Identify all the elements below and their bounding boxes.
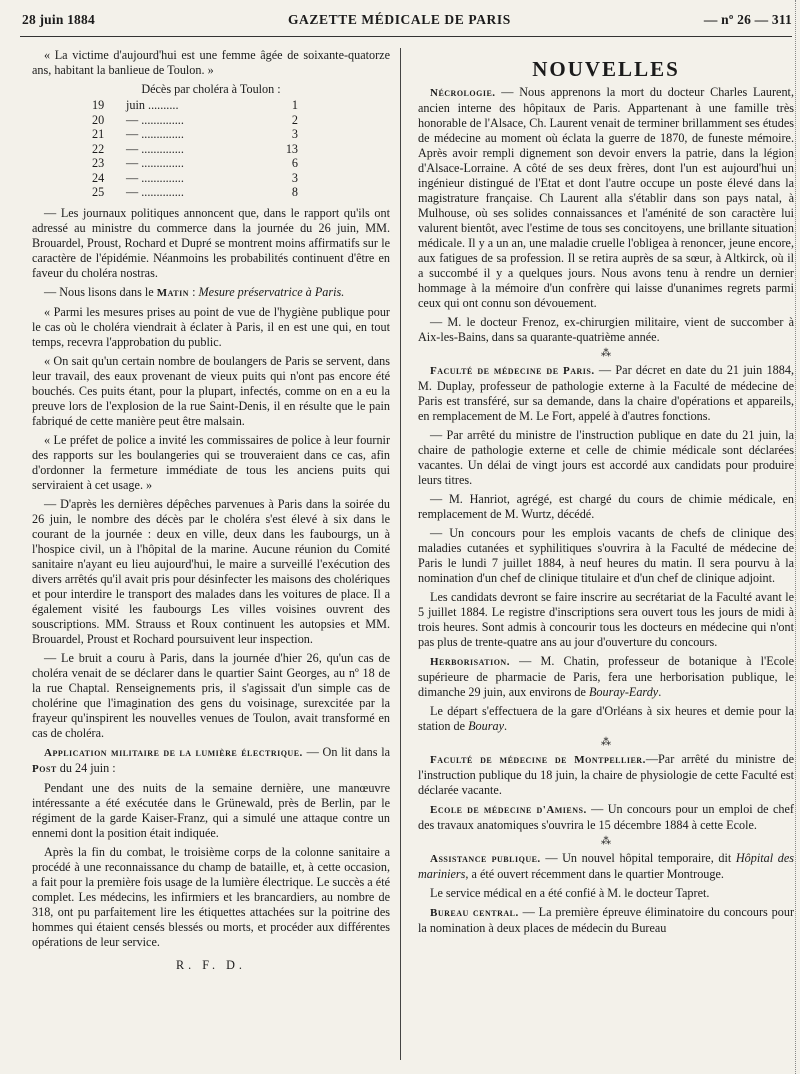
- deaths-month: [126, 142, 258, 157]
- deaths-table: [92, 98, 298, 200]
- section-heading: NOUVELLES: [532, 57, 680, 81]
- header-rule: [20, 36, 792, 37]
- paragraph: Ecole de médecine d'Amiens. — Un concours pour un emploi de chef des travaux anatomiques s'ouvrira le 15 décembre 1884 à cette Ecole.: [418, 802, 794, 832]
- paragraph: Les candidats devront se faire inscrire au secrétariat de la Faculté avant le 5 juillet 1884. Le registre d'inscriptions sera ouvert tous les jours de midi à trois heures. Sont admis à concourir tous les docteurs en médecine qui n'ont pas plus de trente-quatre ans au jour d'ouverture du concours.: [418, 590, 794, 649]
- deaths-day: 21: [92, 127, 105, 141]
- deaths-month-label: —: [126, 112, 139, 127]
- paragraph: « La victime d'aujourd'hui est une femme âgée de soixante-quatorze ans, habitant la banlieue de Toulon. »: [32, 48, 390, 77]
- deaths-month: [126, 98, 258, 113]
- paragraph: « Parmi les mesures prises au point de vue de l'hygiène publique pour le cas où le choléra viendrait à éclater à Paris, il en est une qui, en tout temps, recevra l'approbation du public.: [32, 304, 390, 349]
- deaths-month-label: —: [126, 170, 139, 185]
- deaths-row: [92, 171, 298, 186]
- header-issue-page: — nº 26 — 311: [703, 12, 792, 27]
- paragraph: Le départ s'effectuera de la gare d'Orléans à six heures et demie pour la station de Bouray.: [418, 704, 794, 733]
- leader-dots: ..........: [148, 98, 179, 112]
- deaths-month-label: —: [126, 127, 139, 141]
- journal-title: GAZETTE MÉDICALE DE PARIS: [287, 12, 511, 27]
- deaths-month-label: —: [126, 141, 139, 156]
- paragraph: Assistance publique. — Un nouvel hôpital temporaire, dit Hôpital des mariniers, a été ouvert récemment dans le quartier Montrouge.: [418, 851, 794, 881]
- asterism-icon: ⁂: [601, 348, 611, 359]
- asterism-icon: ⁂: [601, 836, 611, 847]
- paragraph: Nécrologie. — Nous apprenons la mort du docteur Charles Laurent, ancien interne des hôpitaux de Paris. Appartenant à une famille très honorable de l'Alsace, Ch. Laurent venait de terminer brillamment ses études de médecine au moment où éclata la guerre de 1870, de funeste mémoire. Après avoir rempli dignement son devoir envers la patrie, dans la légion d'Alsace-Lorraine. A côté de ses deux frères, dont l'un est aujourd'hui un ingénieur distingué de l'Etat et dont l'autre occupe un poste élevé dans la magistrature française. Ch Laurent alla s'établir dans son pays natal, à Mulhouse, où ses solides connaissances et l'aménité de son caractère lui valurent bientôt, avec l'estime de tous ses concitoyens, une brillante situation médicale. Il y a un an, une maladie cruelle l'obligea à renoncer, jeune encore, aux fatigues de sa profession. Il se retira auprès de sa sœur, à Altkirck, où il a succombé il y a quelques jours. Nous avons tenu à rendre un dernier hommage à la mémoire d'un confrère qui laisse d'unanimes regrets parmi ceux qui ont connu son dévouement.: [418, 85, 794, 310]
- asterism-icon: ⁂: [601, 737, 611, 748]
- deaths-month-label: —: [126, 185, 139, 199]
- deaths-row: [92, 98, 298, 113]
- deaths-month-label: —: [126, 156, 139, 170]
- leader-dots: ..............: [141, 112, 184, 127]
- column-divider: [400, 48, 401, 1060]
- deaths-month: [126, 127, 258, 142]
- leader-dots: ..............: [141, 185, 184, 199]
- leader-dots: ..............: [141, 141, 184, 156]
- paragraph: Le service médical en a été confié à M. le docteur Tapret.: [430, 886, 710, 900]
- deaths-day: 25: [92, 185, 105, 199]
- deaths-day: 23: [92, 156, 105, 170]
- deaths-count: 1: [291, 98, 298, 112]
- deaths-day: 24: [92, 170, 105, 185]
- paragraph: Pendant une des nuits de la semaine dernière, une manœuvre intéressante a été exécutée dans le Grünewald, près de Berlin, par le régiment de la garde Kaiser-Franz, qui a simulé une attaque contre un ennemi dont la position était indiquée.: [32, 780, 390, 840]
- deaths-count: 6: [291, 156, 298, 170]
- signature: R. F. D.: [176, 957, 246, 972]
- deaths-count: 3: [291, 127, 298, 141]
- deaths-row: [92, 185, 298, 200]
- leader-dots: ..............: [141, 127, 184, 141]
- page-edge: [795, 0, 800, 1074]
- deaths-count: 13: [285, 141, 298, 156]
- deaths-month: [126, 156, 258, 171]
- paragraph: Après la fin du combat, le troisième corps de la colonne sanitaire a procédé à une reconnaissance du champ de bataille, et, à cette occasion, a fait pour la première fois usage de la lumière électrique. Le succès a été complet. Les médecins, les infirmiers et les brancardiers, au nombre de 318, ont pu parfaitement lire les étiquettes attachées sur la poitrine des hommes qui étaient censés blessés ou morts, et procéder aux différentes opérations de leur service.: [32, 844, 390, 949]
- leader-dots: ..............: [141, 170, 184, 185]
- deaths-count: 3: [291, 170, 298, 185]
- deaths-count: 8: [291, 185, 298, 199]
- paragraph: « Le préfet de police a invité les commissaires de police à leur fournir des rapports sur les boulangeries qui se trouveraient dans ce cas, afin d'ordonner la fermeture immédiate de tous les anciens puits qui serviraient à cet usage. »: [32, 432, 390, 492]
- paragraph: Application militaire de la lumière électrique. — On lit dans la Post du 24 juin :: [32, 744, 390, 775]
- left-column: [32, 48, 390, 1064]
- deaths-day: 20: [92, 112, 105, 127]
- paragraph: Herborisation. — M. Chatin, professeur de botanique à l'Ecole supérieure de pharmacie de Paris, fera une herborisation publique, le dimanche 29 juin, aux environs de Bouray-Eardy.: [418, 654, 794, 699]
- paragraph: Faculté de médecine de Montpellier.—Par arrêté du ministre de l'instruction publique du 18 juin, la chaire de physiologie de cette Faculté est déclarée vacante.: [418, 752, 794, 797]
- deaths-day: 22: [92, 141, 105, 156]
- paragraph: Faculté de médecine de Paris. — Par décret en date du 21 juin 1884, M. Duplay, professeur de pathologie externe à la Faculté de médecine de Paris est transféré, sur sa demande, dans la chaire d'opérations et appareils, en remplacement de M. Le Fort, appelé à d'autres fonctions.: [418, 363, 794, 423]
- paragraph: — D'après les dernières dépêches parvenues à Paris dans la soirée du 26 juin, le nombre des décès par le choléra s'est élevé à six dans le courant de la journée : deux en ville, deux dans les faubourgs, un à l'hospice civil, un à l'hôpital de la marine. Aucune réunion du Comité sanitaire n'ayant eu lieu aujourd'hui, le maire a surveillé l'exécution des divers arrêtés qu'il avait pris pour désinfecter les maisons des cholériques et pour interdire le transport des malades dans les voitures de place. Il a également visité les faubourgs Les villes voisines ouvrent des souscriptions. MM. Strauss et Roux continuent les autopsies et MM. Brouardel, Proust et Rochard poursuivent leur inspection.: [32, 496, 390, 646]
- deaths-month-label: juin: [126, 98, 145, 112]
- deaths-row: [92, 113, 298, 128]
- deaths-month: [126, 171, 258, 186]
- paragraph: — Nous lisons dans le Matin : Mesure préservatrice à Paris.: [44, 284, 345, 299]
- deaths-row: [92, 142, 298, 157]
- deaths-row: [92, 156, 298, 171]
- paragraph: « On sait qu'un certain nombre de boulangers de Paris se servent, dans leur travail, des eaux provenant de vieux puits qui n'ont pas encore été bouchés. Ces puits étant, pour la plupart, infectés, comme on en a eu la preuve lors de l'explosion de la rue Saint-Denis, il en résulte que le pain fabriqué de cette manière peut être malsain.: [32, 353, 390, 428]
- paragraph: — M. Hanriot, agrégé, est chargé du cours de chimie médicale, en remplacement de M. Wurtz, décédé.: [418, 492, 794, 521]
- paragraph: — M. le docteur Frenoz, ex-chirurgien militaire, vient de succomber à Aix-les-Bains, dans sa quarante-quatrième année.: [418, 315, 794, 344]
- right-column: [418, 48, 794, 1064]
- deaths-day: 19: [92, 98, 105, 112]
- deaths-count: 2: [291, 112, 298, 127]
- deaths-row: [92, 127, 298, 142]
- leader-dots: ..............: [141, 156, 184, 170]
- paragraph: Bureau central. — La première épreuve éliminatoire du concours pour la nomination à deux places de médecin du Bureau: [418, 905, 794, 935]
- page-header: [22, 12, 792, 32]
- paragraph: — Le bruit a couru à Paris, dans la journée d'hier 26, qu'un cas de choléra venait de se déclarer dans le quartier Saint Georges, au nº 18 de la rue Chaptal. Renseignements pris, il s'agissait d'un simple cas de cholérine que l'imagination des gens du voisinage, surexcitée par la frayeur qu'inspirent les nouvelles venues de Toulon, avait transformé en cas de choléra.: [32, 650, 390, 740]
- deaths-month: [126, 113, 258, 128]
- deaths-table-title: Décès par choléra à Toulon :: [141, 82, 281, 96]
- deaths-month: [126, 185, 258, 200]
- header-date: 28 juin 1884: [22, 12, 95, 27]
- paragraph: — Par arrêté du ministre de l'instruction publique en date du 21 juin, la chaire de pathologie externe et celle de chimie médicale sont déclarées vacantes. Un délai de vingt jours est accordé aux candidats pour produire leurs titres.: [418, 428, 794, 487]
- paragraph: — Un concours pour les emplois vacants de chefs de clinique des maladies cutanées et syphilitiques s'ouvrira à la Faculté de médecine de Paris le lundi 7 juillet 1884, à neuf heures du matin. Il sera pourvu à la nomination d'un chef de clinique titulaire et d'un chef de clinique adjoint.: [418, 526, 794, 585]
- paragraph: — Les journaux politiques annoncent que, dans le rapport qu'ils ont adressé au ministre du commerce dans la journée du 26 juin, MM. Brouardel, Proust, Rochard et Dupré se montrent moins affirmatifs sur le caractère de l'épidémie. Néanmoins les probabilités continuent d'être en faveur du choléra nostras.: [32, 205, 390, 280]
